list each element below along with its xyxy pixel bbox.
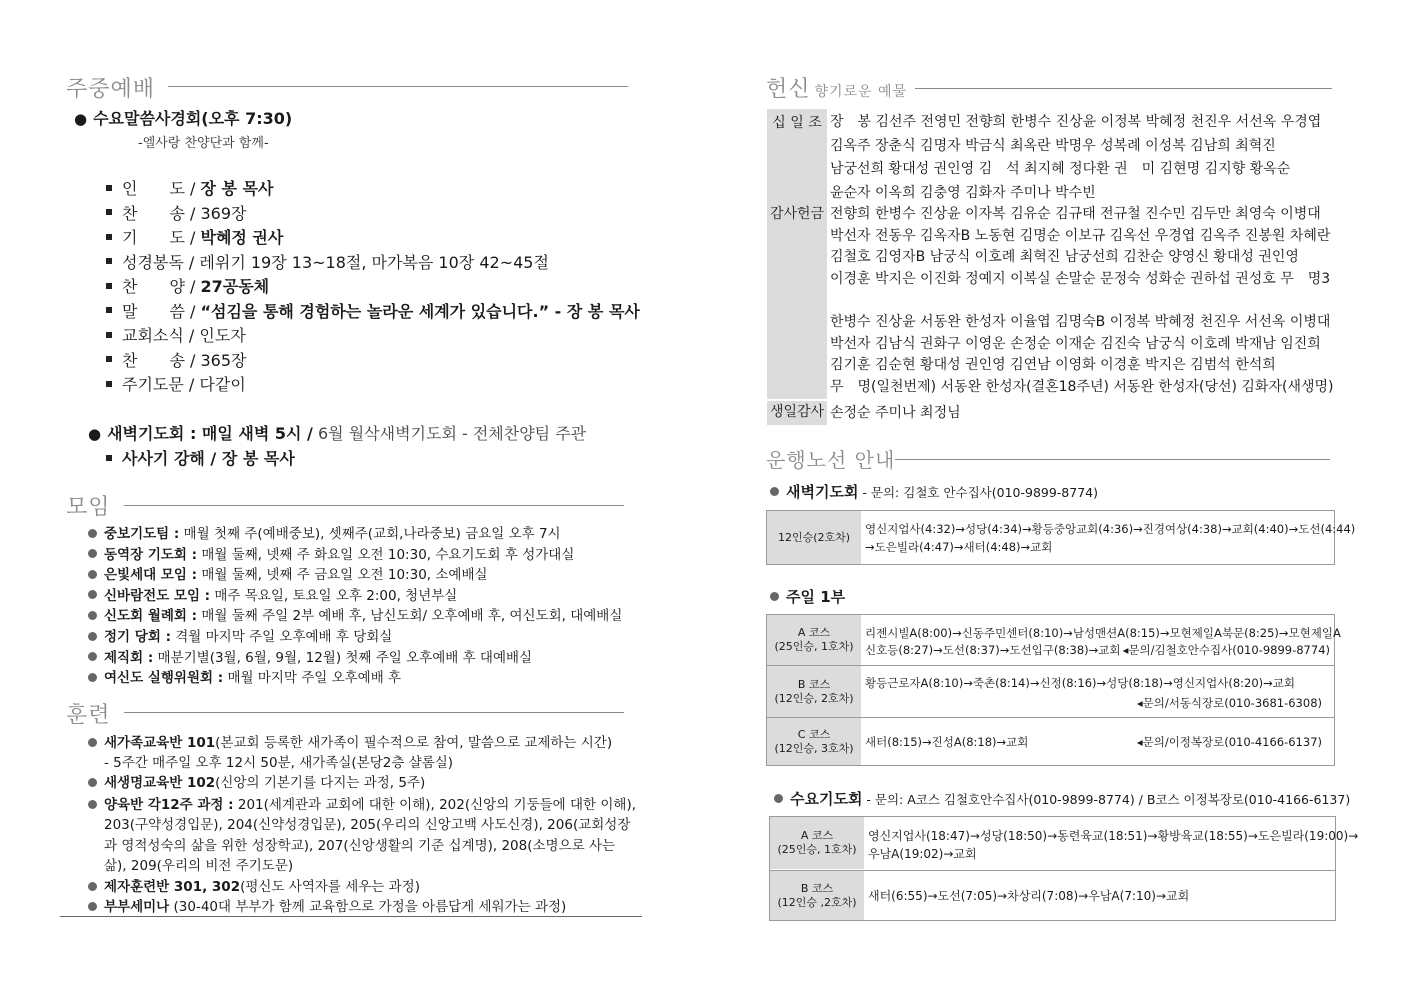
wed-heading: ● 수요말씀사경회(오후 7:30) (74, 109, 293, 128)
order-item: 찬 송 / 365장 (106, 348, 246, 371)
route-stops: →도은빌라(4:47)→새터(4:48)→교회 (865, 540, 1053, 554)
thanks-names-line: 김철호 김영자B 남궁식 이호례 최혁진 남궁선희 김찬순 양영신 황대성 권인영 (830, 249, 1299, 266)
route-stops: 리젠시빌A(8:00)→신동주민센터(8:10)→남성맨션A(8:15)→모현제일A북문(8:25)→모현제일A (865, 626, 1341, 640)
order-item: 말 씀 / “섬김을 통해 경험하는 놀라운 세계가 있습니다.” - 장 봉 목사 (106, 299, 640, 322)
route-stops: 새터(6:55)→도선(7:05)→차상리(7:08)→우남A(7:10)→교회 (868, 889, 1190, 903)
tithe-label: 십 일 조 (767, 109, 827, 203)
thanks-names-line: 김기훈 김순현 황대성 권인영 김연남 이영화 이경훈 박지은 김범석 한석희 (830, 357, 1276, 374)
route-stops: 황등근로자A(8:10)→죽촌(8:14)→신정(8:16)→성당(8:18)→영신지업사(8:20)→교회 (865, 676, 1295, 690)
route-contact: ◂문의/서동식장로(010-3681-6308) (1136, 696, 1322, 710)
route-course-label: A 코스 (25인승, 1호차) (767, 615, 861, 665)
thanks-names-line: 전향희 한병수 진상윤 이자복 김유순 김규태 전규철 진수민 김두만 최영숙 이병대 (830, 206, 1321, 222)
route-stops: 새터(8:15)→진성A(8:18)→교회 (865, 735, 1029, 749)
order-item: 성경봉독 / 레위기 19장 13~18절, 마가복음 10장 42~45절 (106, 250, 549, 273)
training-item-line: 과 영적성숙의 삶을 위한 성장학교), 207(신앙생활의 기준 십계명), 208(소명으로 사는 (104, 838, 616, 854)
thanks-names-line: 박선자 김남식 권화구 이영운 손정순 이재순 김진숙 남궁식 이호례 박재남 임진희 (830, 335, 1321, 352)
training-item: 새생명교육반 102(신앙의 기본기를 다지는 과정, 5주) (88, 771, 425, 791)
wed-subheading: -엘사랑 찬양단과 함께- (138, 136, 269, 151)
meeting-item: 여신도 실행위원회 : 매월 마지막 주일 오후예배 후 (88, 666, 401, 686)
meeting-item: 은빛세대 모임 : 매월 둘째, 넷째 주 금요일 오전 10:30, 소예배실 (88, 563, 488, 583)
meeting-item: 신바람전도 모임 : 매주 목요일, 토요일 오후 2:00, 청년부실 (88, 584, 457, 604)
order-item: 기 도 / 박혜정 권사 (106, 225, 283, 248)
birthday-names: 손정순 주미나 최정님 (830, 405, 961, 421)
route-stops: 신호등(8:27)→도선(8:37)→도선입구(8:38)→교회 (865, 643, 1121, 657)
route-course-label: B 코스 (12인승, 2호차) (767, 666, 861, 717)
dawn-route-table (766, 510, 1356, 565)
thanks-names-line: 무 명(일천번제) 서동완 한성자(결혼18주년) 서동완 한성자(당선) 김화자(새생명) (830, 378, 1334, 395)
training-item: 새가족교육반 101(본교회 등록한 새가족이 필수적으로 참여, 말씀으로 교제하는 시간) (88, 731, 612, 751)
divider (895, 459, 1330, 460)
order-item: 찬 송 / 369장 (106, 201, 246, 224)
route-stops: 영신지업사(18:47)→성당(18:50)→동련육교(18:51)→황방육교(18:55)→도은빌라(19:00)→ (868, 829, 1359, 843)
tithe-names-line: 남궁선희 황대성 권인영 김 석 최지혜 정다환 권 미 김현명 김지향 황옥순 (830, 161, 1291, 177)
thanks-names-line: 이경훈 박지은 이진화 정예지 이복실 손말순 문정숙 성화순 권하섭 권성호 무 명3 (830, 270, 1331, 287)
training-item: 부부세미나 (30-40대 부부가 함께 교육함으로 가정을 아름답게 세워가는 과정) (88, 895, 566, 915)
thanks-names-line: 박선자 전동우 김옥자B 노동현 김명순 이보규 김옥선 우경엽 김옥주 진봉원 차혜란 (830, 227, 1331, 244)
order-item: 인 도 / 장 봉 목사 (106, 176, 273, 199)
thanks-label: 감사헌금 (767, 203, 827, 399)
wed-route-heading: 수요기도회 - 문의: A코스 김철호안수집사(010-9899-8774) / B코스 이정복장로(010-4166-6137) (774, 788, 1350, 809)
training-item-line: 삶), 209(우리의 비전 주기도문) (104, 858, 294, 874)
route-course-label: A 코스 (25인승, 1호차) (770, 817, 864, 869)
route-stops: 영신지업사(4:32)→성당(4:34)→황등중앙교회(4:36)→진경여상(4:38)→교회(4:40)→도선(4:44) (865, 522, 1356, 536)
dawn-prayer-sub: 사사기 강해 / 장 봉 목사 (106, 446, 295, 469)
dawn-route-heading: 새벽기도회 - 문의: 김철호 안수집사(010-9899-8774) (770, 481, 1098, 502)
route-course-label: C 코스 (12인승, 3호차) (767, 718, 861, 765)
route-vehicle-label: 12인승(2호차) (767, 511, 861, 564)
order-item: 찬 양 / 27공동체 (106, 274, 269, 297)
training-item-sub: - 5주간 매주일 오후 12시 50분, 새가족실(본당2층 샬롬실) (104, 755, 454, 771)
offering-section-title: 헌신 향기로운 예물 (766, 77, 908, 102)
meeting-item: 중보기도팀 : 매월 첫째 주(예배중보), 셋째주(교회,나라중보) 금요일 오후 7시 (88, 522, 561, 542)
meeting-item: 신도회 월례회 : 매월 둘째 주일 2부 예배 후, 남신도회/ 오후예배 후, 여신도회, 대예배실 (88, 604, 622, 624)
training-item: 제자훈련반 301, 302(평신도 사역자를 세우는 과정) (88, 875, 420, 895)
meeting-item: 동역장 기도회 : 매월 둘째, 넷째 주 화요일 오전 10:30, 수요기도회 후 성가대실 (88, 543, 574, 563)
meeting-section-title: 모임 (66, 495, 111, 520)
sunday-route-heading: 주일 1부 (770, 586, 845, 607)
route-section-title: 운행노선 안내 (766, 448, 896, 472)
order-item: 교회소식 / 인도자 (106, 323, 246, 346)
sunday-route-table (766, 614, 1341, 766)
training-item-line: 203(구약성경입문), 204(신약성경입문), 205(우리의 신앙고백 사도신경), 206(교회성장 (104, 817, 631, 833)
divider (124, 505, 624, 506)
thanks-names-line: 한병수 진상윤 서동완 한성자 이율엽 김명숙B 이정복 박혜정 천진우 서선옥 이병대 (830, 314, 1331, 330)
dawn-prayer-heading: ● 새벽기도회 : 매일 새벽 5시 / 6월 월삭새벽기도회 - 전체찬양팀 주관 (88, 424, 587, 443)
worship-section-title: 주중예배 (66, 77, 156, 102)
route-contact: ◂문의/김철호안수집사(010-9899-8774) (1122, 643, 1330, 657)
meeting-item: 제직회 : 매분기별(3월, 6월, 9월, 12월) 첫째 주일 오후예배 후 대예배실 (88, 646, 532, 666)
divider (168, 86, 628, 87)
order-item: 주기도문 / 다같이 (106, 372, 246, 395)
route-contact: ◂문의/이정복장로(010-4166-6137) (1136, 735, 1322, 749)
divider (915, 88, 1332, 89)
training-item: 양육반 각12주 과정 : 201(세계관과 교회에 대한 이해), 202(신앙의 기둥들에 대한 이해), (88, 793, 636, 813)
training-section-title: 훈련 (66, 703, 111, 728)
tithe-names-line: 김옥주 장춘식 김명자 박금식 최옥란 박명우 성복례 이성복 김남희 최혁진 (830, 137, 1276, 154)
divider (124, 712, 624, 713)
birthday-label: 생일감사 (767, 401, 827, 425)
route-course-label: B 코스 (12인승 ,2호차) (770, 871, 864, 920)
wed-route-table (769, 816, 1359, 921)
meeting-item: 정기 당회 : 격월 마지막 주일 오후예배 후 당회실 (88, 625, 392, 645)
tithe-names-line: 장 봉 김선주 전영민 전향희 한병수 진상윤 이정복 박혜정 천진우 서선옥 우경엽 (830, 114, 1322, 130)
bottom-divider (60, 916, 642, 917)
route-stops: 우남A(19:02)→교회 (868, 847, 977, 861)
tithe-names-line: 윤순자 이옥희 김충영 김화자 주미나 박수빈 (830, 184, 1096, 201)
